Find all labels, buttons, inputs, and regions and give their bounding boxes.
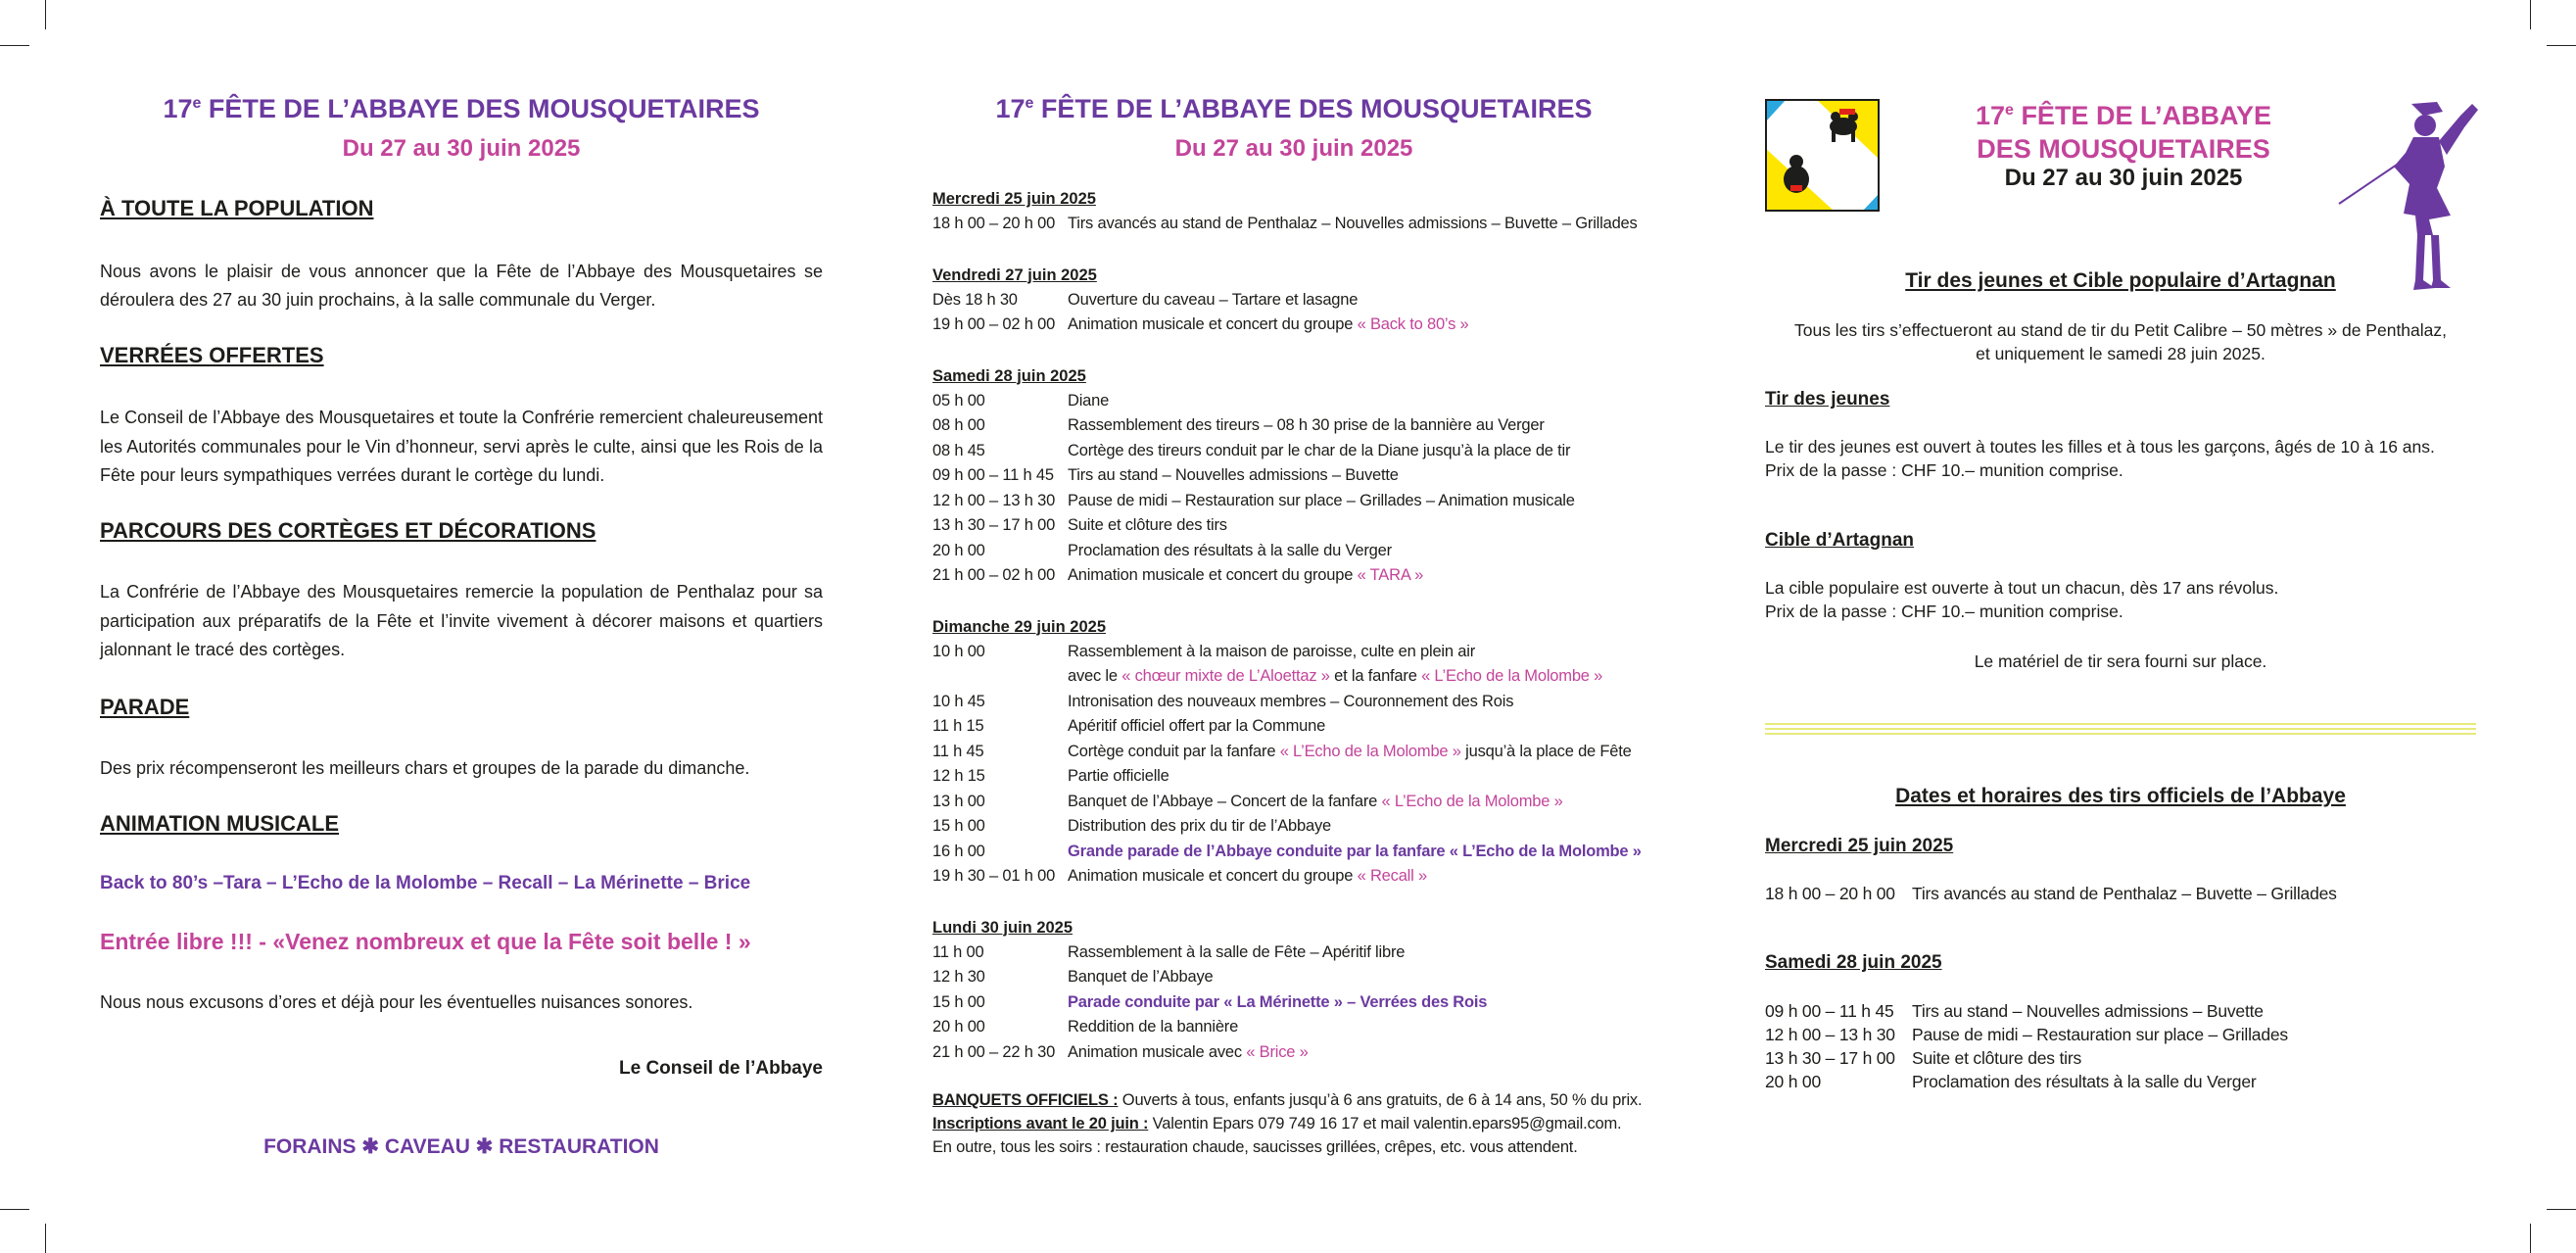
schedule-row: 18 h 00 – 20 h 00 Tirs avancés au stand de Penthalaz – Nouvelles admissions – Buvette – Grillades xyxy=(932,215,1638,232)
day-heading: Dimanche 29 juin 2025 xyxy=(932,617,1106,636)
schedule-row: 20 h 00 Proclamation des résultats à la salle du Verger xyxy=(932,541,1392,559)
section-heading: Tir des jeunes xyxy=(1765,389,1890,410)
crop-mark xyxy=(45,1224,46,1253)
signature: Le Conseil de l’Abbaye xyxy=(619,1058,823,1079)
section-text: Le Conseil de l’Abbaye des Mousquetaires et toute la Confrérie remercient chaleureusement les Autorités communales pour le Vin d’honneur, servi après le culte, ainsi que les Rois de la Fête pour leurs sympathiques verrées durant le cortège du lundi. xyxy=(100,408,823,485)
schedule-row: 10 h 00 Rassemblement à la maison de paroisse, culte en plein air xyxy=(932,642,1475,660)
band-list: Back to 80’s –Tara – L’Echo de la Molombe – Recall – La Mérinette – Brice xyxy=(100,873,751,893)
schedule-row: 16 h 00 Grande parade de l’Abbaye conduite par la fanfare « L’Echo de la Molombe » xyxy=(932,842,1642,860)
page-title: 17e FÊTE DE L’ABBAYE DES MOUSQUETAIRES xyxy=(1975,101,2271,164)
event-dates: Du 27 au 30 juin 2025 xyxy=(1174,135,1413,162)
schedule-row: 13 h 30 – 17 h 00 Suite et clôture des tirs xyxy=(1765,1048,2081,1068)
crop-mark xyxy=(0,45,29,46)
schedule-row: 13 h 00 Banquet de l’Abbaye – Concert de la fanfare « L’Echo de la Molombe » xyxy=(932,792,1563,810)
crop-mark xyxy=(2530,0,2531,29)
section-heading: VERRÉES OFFERTES xyxy=(100,343,324,367)
section-heading: Tir des jeunes et Cible populaire d’Artagnan xyxy=(1905,269,2336,292)
schedule-row: 13 h 30 – 17 h 00 Suite et clôture des tirs xyxy=(932,516,1227,534)
schedule-row: 15 h 00 Distribution des prix du tir de l’Abbaye xyxy=(932,817,1331,835)
schedule-row: 08 h 00 Rassemblement des tireurs – 08 h 30 prise de la bannière au Verger xyxy=(932,416,1545,434)
section-text: Tous les tirs s’effectueront au stand de tir du Petit Calibre – 50 mètres » de Penthalaz, et uniquement le samedi 28 juin 2025. xyxy=(1793,320,2448,363)
divider xyxy=(1765,728,2476,730)
day-heading: Mercredi 25 juin 2025 xyxy=(932,190,1096,208)
section-heading: Dates et horaires des tirs officiels de l’Abbaye xyxy=(1895,785,2346,807)
footer-banner: FORAINS ✱ CAVEAU ✱ RESTAURATION xyxy=(263,1135,659,1158)
banquet-info: BANQUETS OFFICIELS : Ouverts à tous, enfants jusqu’à 6 ans gratuits, de 6 à 14 ans, 50 % du prix. xyxy=(932,1091,1643,1109)
divider xyxy=(1765,733,2476,735)
musketeer-illustration xyxy=(2335,98,2480,294)
crop-mark xyxy=(2530,1224,2531,1253)
extra-info: En outre, tous les soirs : restauration chaude, saucisses grillées, crêpes, etc. vous attendent. xyxy=(932,1138,1578,1156)
event-dates: Du 27 au 30 juin 2025 xyxy=(342,135,581,162)
schedule xyxy=(1765,999,2476,1093)
crop-mark xyxy=(2547,1209,2576,1210)
schedule-row: 21 h 00 – 22 h 30 Animation musicale avec « Brice » xyxy=(932,1042,1309,1061)
section-text: Des prix récompenseront les meilleurs chars et groupes de la parade du dimanche. xyxy=(100,758,750,778)
schedule-row: 11 h 00 Rassemblement à la salle de Fête – Apéritif libre xyxy=(932,942,1406,961)
schedule-row: 21 h 00 – 02 h 00 Animation musicale et concert du groupe « TARA » xyxy=(932,566,1424,584)
day-heading: Samedi 28 juin 2025 xyxy=(1765,952,1942,973)
day-heading: Lundi 30 juin 2025 xyxy=(932,918,1073,937)
schedule-row: Dès 18 h 30 Ouverture du caveau – Tartare et lasagne xyxy=(932,290,1359,309)
schedule-row: 12 h 30 Banquet de l’Abbaye xyxy=(932,968,1214,986)
event-dates: Du 27 au 30 juin 2025 xyxy=(2004,165,2243,191)
page-title: 17e FÊTE DE L’ABBAYE DES MOUSQUETAIRES xyxy=(995,94,1593,123)
crop-mark xyxy=(2547,45,2576,46)
schedule-row: 12 h 15 Partie officielle xyxy=(932,767,1169,785)
registration-info: Inscriptions avant le 20 juin : Valentin Epars 079 749 16 17 et mail valentin.epars95@gmail.com. xyxy=(932,1115,1622,1133)
day-heading: Mercredi 25 juin 2025 xyxy=(1765,836,1954,856)
schedule-row: 19 h 00 – 02 h 00 Animation musicale et concert du groupe « Back to 80’s » xyxy=(932,315,1469,333)
section-text: Le tir des jeunes est ouvert à toutes les filles et à tous les garçons, âgés de 10 à 16 ans. Prix de la passe : CHF 10.– munition comprise. xyxy=(1765,437,2435,480)
schedule-row: 11 h 15 Apéritif officiel offert par la Commune xyxy=(932,717,1326,735)
schedule-row: 18 h 00 – 20 h 00 Tirs avancés au stand de Penthalaz – Buvette – Grillades xyxy=(1765,884,2337,903)
schedule-row: 11 h 45 Cortège conduit par la fanfare « L’Echo de la Molombe » jusqu’à la place de Fête xyxy=(932,742,1632,760)
section-text: La cible populaire est ouverte à tout un chacun, dès 17 ans révolus. Prix de la passe : CHF 10.– munition comprise. xyxy=(1765,578,2279,621)
schedule-row: 10 h 45 Intronisation des nouveaux membres – Couronnement des Rois xyxy=(932,692,1514,710)
section-text: La Confrérie de l’Abbaye des Mousquetaires remercie la population de Penthalaz pour sa participation aux préparatifs de la Fête et l’invite vivement à décorer maisons et quartiers jalonnant le tracé des cortèges. xyxy=(100,582,823,659)
schedule-row: 12 h 00 – 13 h 30 Pause de midi – Restauration sur place – Grillades xyxy=(1765,1025,2288,1044)
section-heading: PARADE xyxy=(100,695,190,719)
entry-banner: Entrée libre !!! - «Venez nombreux et que la Fête soit belle ! » xyxy=(100,929,751,954)
crop-mark xyxy=(0,1209,29,1210)
divider xyxy=(1765,723,2476,725)
schedule-row: 20 h 00 Proclamation des résultats à la salle du Verger xyxy=(1765,1072,2257,1091)
schedule-row: 12 h 00 – 13 h 30 Pause de midi – Restauration sur place – Grillades – Animation musicale xyxy=(932,491,1575,509)
schedule-row: 05 h 00 Diane xyxy=(932,391,1110,410)
section-text: Nous nous excusons d’ores et déjà pour les éventuelles nuisances sonores. xyxy=(100,992,693,1012)
section-text: Nous avons le plaisir de vous annoncer que la Fête de l’Abbaye des Mousquetaires se déroulera des 27 au 30 juin prochains, à la salle communale du Verger. xyxy=(100,262,823,310)
schedule-row: 09 h 00 – 11 h 45 Tirs au stand – Nouvelles admissions – Buvette xyxy=(932,466,1399,484)
schedule-row: avec le « chœur mixte de L’Aloettaz » et la fanfare « L’Echo de la Molombe » xyxy=(1068,667,1603,685)
schedule-row: 08 h 45 Cortège des tireurs conduit par le char de la Diane jusqu’à la place de tir xyxy=(932,441,1571,459)
schedule-row: 09 h 00 – 11 h 45 Tirs au stand – Nouvelles admissions – Buvette xyxy=(1765,1001,2264,1021)
day-heading: Samedi 28 juin 2025 xyxy=(932,366,1086,385)
section-heading: PARCOURS DES CORTÈGES ET DÉCORATIONS xyxy=(100,518,596,543)
crop-mark xyxy=(45,0,46,29)
page-title: 17e FÊTE DE L’ABBAYE DES MOUSQUETAIRES xyxy=(163,94,760,123)
section-heading: ANIMATION MUSICALE xyxy=(100,811,340,836)
section-heading: À TOUTE LA POPULATION xyxy=(100,196,374,220)
section-heading: Cible d’Artagnan xyxy=(1765,530,1915,551)
schedule-row: 20 h 00 Reddition de la bannière xyxy=(932,1018,1239,1036)
schedule-row: 15 h 00 Parade conduite par « La Mérinette » – Verrées des Rois xyxy=(932,992,1488,1011)
schedule xyxy=(932,186,1677,1159)
day-heading: Vendredi 27 juin 2025 xyxy=(932,265,1097,284)
section-note: Le matériel de tir sera fourni sur place. xyxy=(1974,651,2267,671)
schedule-row: 19 h 30 – 01 h 00 Animation musicale et concert du groupe « Recall » xyxy=(932,867,1427,885)
